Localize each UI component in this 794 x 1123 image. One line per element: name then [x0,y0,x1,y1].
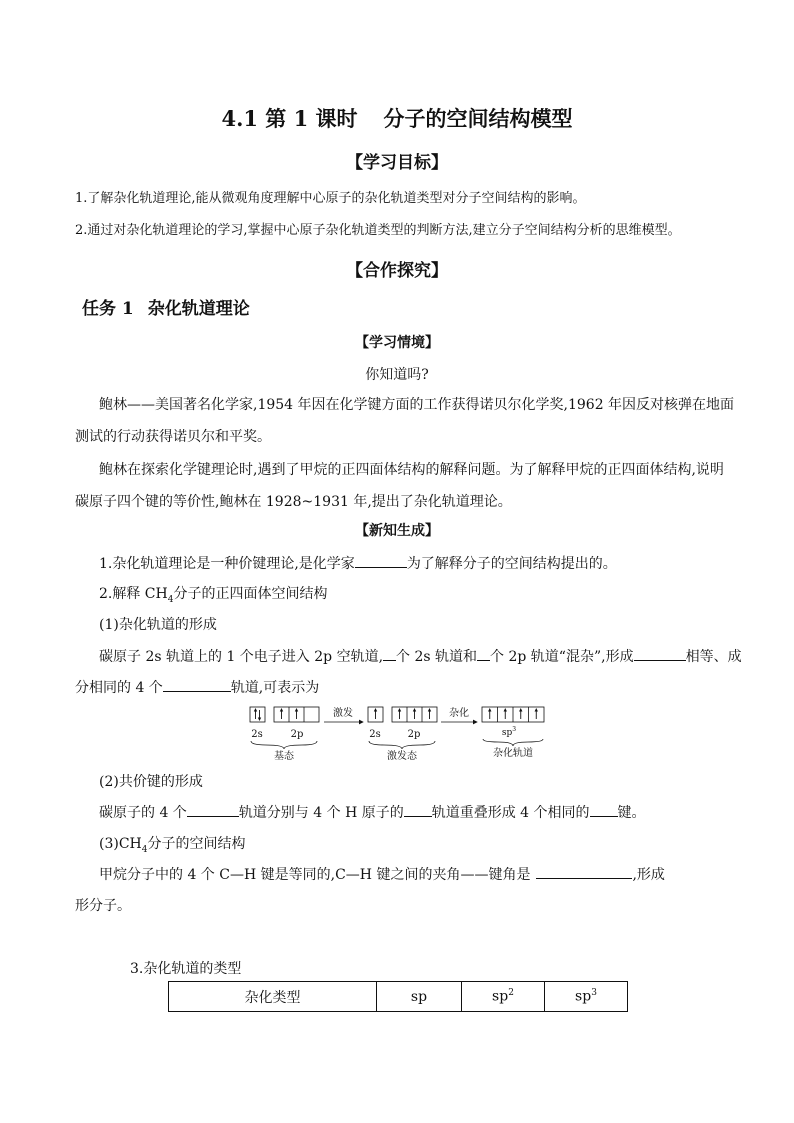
svg-text:2p: 2p [290,729,304,740]
table-cell-sp3: $sp^3$ [545,982,628,1012]
orbital-diagram [247,704,567,764]
statement-2: 2.解释 $CH_4$分子的正四面体空间结构 [99,586,328,605]
svg-text:激发: 激发 [333,708,353,719]
new-knowledge-heading: 【新知生成】 [355,523,439,539]
objective-2: 2.通过对杂化轨道理论的学习,掌握中心原子杂化轨道类型的判断方法,建立分子空间结构分析的思维模型。 [75,223,681,238]
blank-bond-angle[interactable] [536,866,632,879]
statement-1: 1.杂化轨道理论是一种价键理论,是化学家 为了解释分子的空间结构提出的。 [99,556,617,572]
task1-heading: 任务 1 杂化轨道理论 [82,299,250,319]
blank-equal[interactable] [634,648,686,661]
svg-text:杂化轨道: 杂化轨道 [493,748,533,759]
structure-line-2: 形分子。 [75,898,131,914]
formation-line-1: 碳原子 2s 轨道上的 1 个电子进入 2p 空轨道, 个 2s 轨道和 个 2p 轨道“混杂”,形成 相等、成 [99,649,742,665]
blank-2s-count[interactable] [383,648,396,661]
svg-text:杂化: 杂化 [449,708,469,719]
bond-line: 碳原子的 4 个 轨道分别与 4 个 H 原子的 轨道重叠形成 4 个相同的 键。 [99,805,646,821]
table-header-cell: 杂化类型 [169,982,377,1012]
blank-2p-count[interactable] [477,648,490,661]
statement-2-3: $(3)CH_4$分子的空间结构 [99,836,246,855]
blank-hybrid-orbital[interactable] [187,804,239,817]
statement-2-1: (1)杂化轨道的形成 [99,617,217,633]
svg-text:激发态: 激发态 [387,751,417,762]
blank-orbital-type[interactable] [163,679,231,692]
blank-chemist[interactable] [355,555,407,568]
blank-h-orbital[interactable] [404,804,432,817]
structure-line-1: 甲烷分子中的 4 个 C—H 键是等同的,C—H 键之间的夹角——键角是 ,形成 [99,867,665,883]
table-row [169,982,628,1012]
table-cell-sp2: $sp^2$ [462,982,545,1012]
pauling-para-2b: 碳原子四个键的等价性,鲍林在 1928~1931 年,提出了杂化轨道理论。 [75,494,512,510]
svg-text:sp3: $sp^3$ [501,726,517,738]
svg-text:2p: 2p [407,729,421,740]
objectives-heading: 【学习目标】 [346,153,448,173]
pauling-para-2a: 鲍林在探索化学键理论时,遇到了甲烷的正四面体结构的解释问题。为了解释甲烷的正四面体结构,说明 [99,462,724,478]
page-title: 4.1 第 1 课时 分子的空间结构模型 [221,106,573,131]
svg-text:基态: 基态 [274,751,294,762]
blank-bond-type[interactable] [590,804,618,817]
statement-3: 3.杂化轨道的类型 [130,961,242,977]
explore-heading: 【合作探究】 [346,261,448,281]
question-line: 你知道吗? [365,367,429,383]
formation-line-2: 分相同的 4 个 轨道,可表示为 [75,680,320,696]
table-cell-sp: sp [377,982,462,1012]
pauling-para-1b: 测试的行动获得诺贝尔和平奖。 [75,429,271,445]
hybrid-type-table [168,981,628,1012]
objective-1: 1.了解杂化轨道理论,能从微观角度理解中心原子的杂化轨道类型对分子空间结构的影响。 [75,191,586,206]
svg-text:2s: 2s [369,729,381,740]
pauling-para-1a: 鲍林——美国著名化学家,1954 年因在化学键方面的工作获得诺贝尔化学奖,1962 年因反对核弹在地面 [99,397,735,413]
svg-text:2s: 2s [251,729,263,740]
statement-2-2: (2)共价键的形成 [99,774,203,790]
situation-heading: 【学习情境】 [355,335,439,351]
